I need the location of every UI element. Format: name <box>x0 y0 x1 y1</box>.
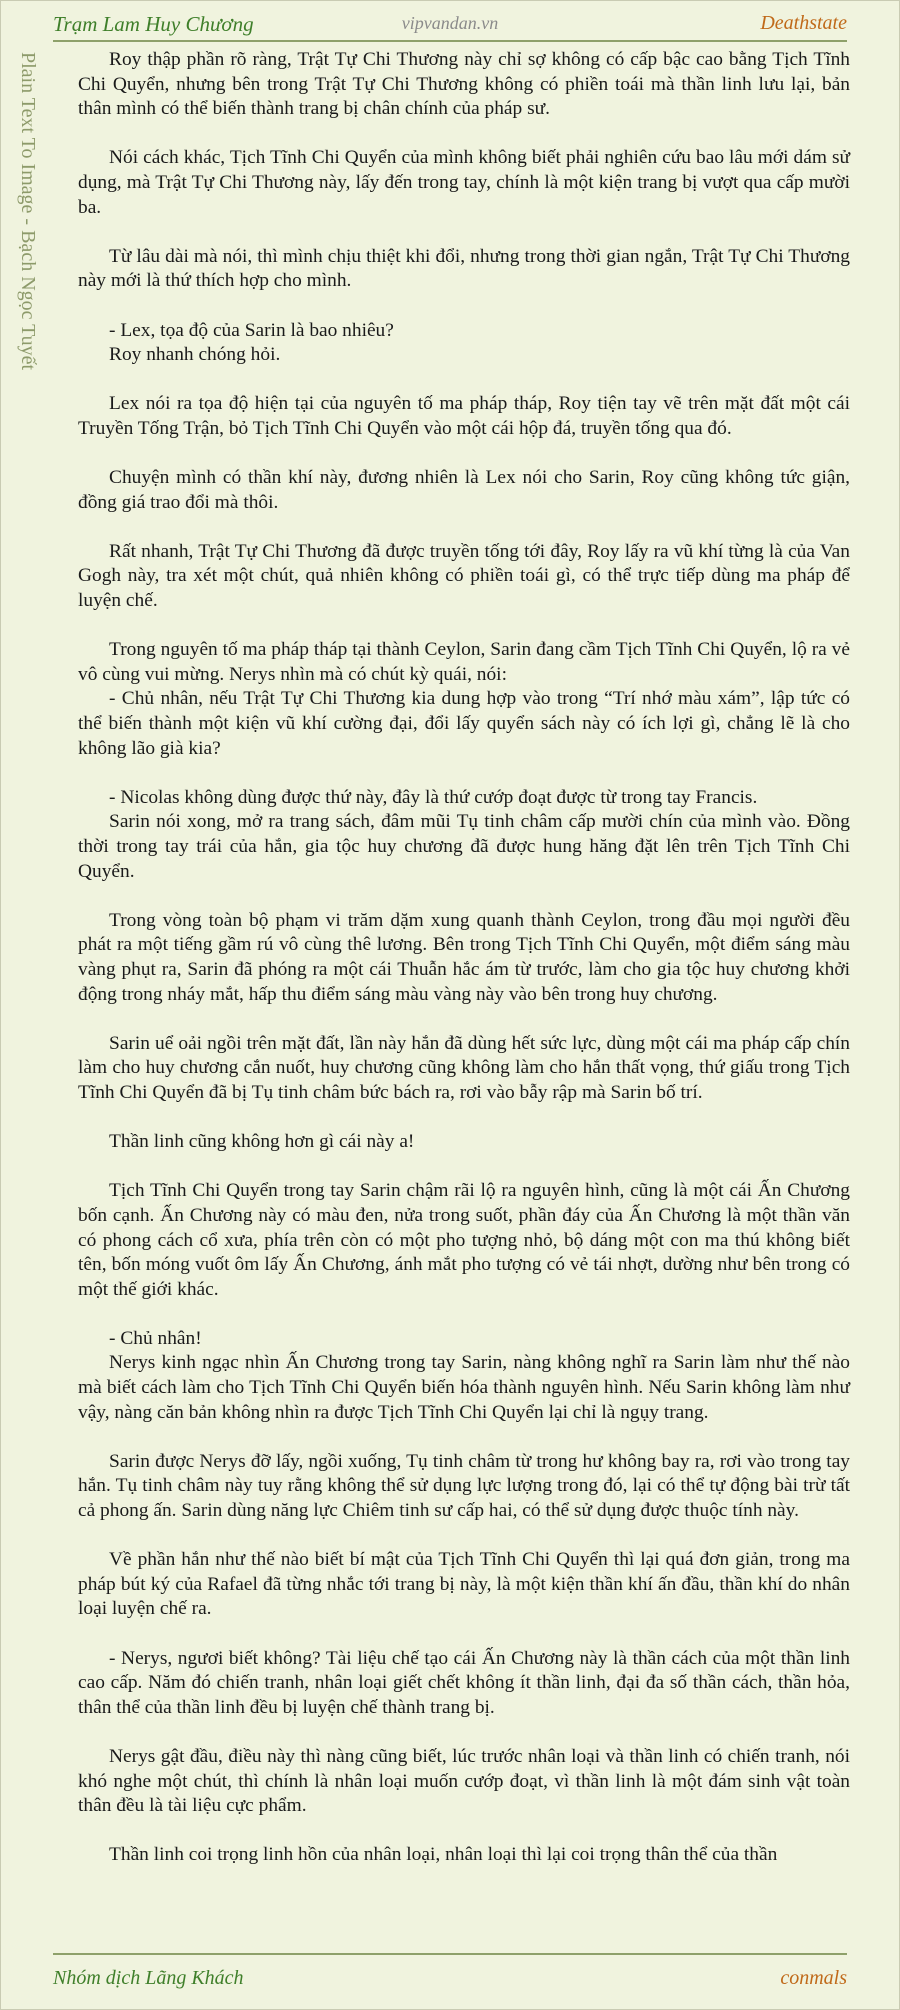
paragraph: Nerys gật đầu, điều này thì nàng cũng biết, lúc trước nhân loại và thần linh có chiến tranh, nói khó nghe một chút, thì chính là nhân loại muốn cướp đoạt, vì thần linh là một đám sinh vật toàn thân đều là tài liệu cực phẩm. <box>78 1745 850 1817</box>
paragraph: Về phần hắn như thế nào biết bí mật của Tịch Tĩnh Chi Quyển thì lại quá đơn giản, trong ma pháp bút ký của Rafael đã từng nhắc tới trang bị này, là một kiện thần khí ấn đầu, thần khí do nhân loại luyện chế ra. <box>78 1549 850 1620</box>
paragraph: Rất nhanh, Trật Tự Chi Thương đã được truyền tống tới đây, Roy lấy ra vũ khí từng là của Van Gogh này, tra xét một chút, quả nhiên không có phiền toái gì, có thể trực tiếp dùng ma pháp để luyện chế. <box>78 540 850 612</box>
header-translator-title: Trạm Lam Huy Chương <box>53 12 254 36</box>
paragraph: Từ lâu dài mà nói, thì mình chịu thiệt khi đổi, nhưng trong thời gian ngắn, Trật Tự Chi Thương này mới là thứ thích hợp cho mình. <box>78 245 850 292</box>
header-author: Deathstate <box>760 12 847 34</box>
dialogue-line: - Lex, tọa độ của Sarin là bao nhiêu? <box>109 319 394 341</box>
paragraph: Roy nhanh chóng hỏi. <box>109 344 281 366</box>
dialogue-line: - Nerys, ngươi biết không? Tài liệu chế tạo cái Ấn Chương này là thần cách của một thần linh cao cấp. Năm đó chiến tranh, nhân loại giết chết không ít thần linh, đại đa số thần cách, thần hỏa, thân thể của thần linh đều bị luyện chế thành trang bị. <box>78 1647 850 1718</box>
paragraph: Trong vòng toàn bộ phạm vi trăm dặm xung quanh thành Ceylon, trong đầu mọi người đều phát ra một tiếng gầm rú vô cùng thê lương. Bên trong Tịch Tĩnh Chi Quyển, một điểm sáng màu vàng phụt ra, Sarin đã phóng ra một cái Thuẫn hắc ám từ trước, làm cho gia tộc huy chương khởi động trong nháy mắt, hấp thu điểm sáng màu vàng này vào bên trong huy chương. <box>78 909 850 1005</box>
paragraph: Nerys kinh ngạc nhìn Ấn Chương trong tay Sarin, nàng không nghĩ ra Sarin làm như thế nào mà biết cách làm cho Tịch Tĩnh Chi Quyển biến hóa thành nguyên hình. Nếu Sarin không làm như vậy, nàng căn bản không nhìn ra được Tịch Tĩnh Chi Quyển lại chỉ là ngụy trang. <box>78 1352 850 1423</box>
dialogue-line: - Chủ nhân! <box>109 1327 202 1349</box>
paragraph: Sarin uể oải ngồi trên mặt đất, lần này hắn đã dùng hết sức lực, dùng một cái ma pháp cấp chín làm cho huy chương cắn nuốt, huy chương cũng không làm cho hắn thất vọng, thứ giấu trong Tịch Tĩnh Chi Quyển đã bị Tụ tinh châm bức bách ra, rơi vào bẫy rập mà Sarin bố trí. <box>78 1032 850 1103</box>
page-footer <box>53 1953 847 1995</box>
dialogue-line: - Chủ nhân, nếu Trật Tự Chi Thương kia dung hợp vào trong “Trí nhớ màu xám”, lập tức có thể biến thành một kiện vũ khí cường đại, đổi lấy quyển sách này có ích lợi gì, chẳng lẽ là cho không lão già kia? <box>78 688 850 759</box>
paragraph: Sarin được Nerys đỡ lấy, ngồi xuống, Tụ tinh châm từ trong hư không bay ra, rơi vào trong tay hắn. Tụ tinh châm này tuy rằng không thể sử dụng lực lượng trong đó, lại có thể tự động bài trừ tất cả phong ấn. Sarin dùng năng lực Chiêm tinh sư cấp hai, có thể sử dụng được thuộc tính này. <box>78 1450 850 1522</box>
chapter-text <box>78 48 850 1868</box>
header-site-name: vipvandan.vn <box>401 13 499 33</box>
paragraph: Roy thập phần rõ ràng, Trật Tự Chi Thương này chỉ sợ không có cấp bậc cao bằng Tịch Tĩnh Chi Quyển, nhưng bên trong Trật Tự Chi Thương không có phiền toái mà thần linh lưu lại, bản thân mình có thể biến thành trang bị chân chính của pháp sư. <box>78 49 850 120</box>
footer-uploader: conmals <box>780 1967 847 1989</box>
paragraph: Tịch Tĩnh Chi Quyển trong tay Sarin chậm rãi lộ ra nguyên hình, cũng là một cái Ấn Chương bốn cạnh. Ấn Chương này có màu đen, nửa trong suốt, phần đáy của Ấn Chương là một thần văn có phong cách cổ xưa, phía trên còn có một pho tượng nhỏ, bộ dáng một con ma thú không biết tên, bốn móng vuốt ôm lấy Ấn Chương, ánh mắt pho tượng có vẻ tái nhợt, dường như bên trong có một thế giới khác. <box>78 1180 850 1300</box>
paragraph: Nói cách khác, Tịch Tĩnh Chi Quyển của mình không biết phải nghiên cứu bao lâu mới dám sử dụng, mà Trật Tự Chi Thương này, lấy đến trong tay, chính là một kiện trang bị vượt qua cấp mười ba. <box>78 147 850 218</box>
paragraph: Sarin nói xong, mở ra trang sách, đâm mũi Tụ tinh châm cấp mười chín của mình vào. Đồng thời trong tay trái của hắn, gia tộc huy chương đã được hung hăng đặt lên trên Tịch Tĩnh Chi Quyển. <box>78 811 850 882</box>
paragraph: Trong nguyên tố ma pháp tháp tại thành Ceylon, Sarin đang cầm Tịch Tĩnh Chi Quyển, lộ ra vẻ vô cùng vui mừng. Nerys nhìn mà có chút kỳ quái, nói: <box>78 639 850 685</box>
paragraph: Lex nói ra tọa độ hiện tại của nguyên tố ma pháp tháp, Roy tiện tay vẽ trên mặt đất một cái Truyền Tống Trận, bỏ Tịch Tĩnh Chi Quyển vào một cái hộp đá, truyền tống qua đó. <box>78 393 850 439</box>
footer-translation-group: Nhóm dịch Lãng Khách <box>53 1967 244 1989</box>
side-watermark-label: Plain Text To Image - Bạch Ngọc Tuyết <box>17 52 39 371</box>
dialogue-line: - Nicolas không dùng được thứ này, đây là thứ cướp đoạt được từ trong tay Francis. <box>109 786 758 808</box>
paragraph: Thần linh coi trọng linh hồn của nhân loại, nhân loại thì lại coi trọng thân thể của thần <box>109 1844 778 1866</box>
paragraph: Chuyện mình có thần khí này, đương nhiên là Lex nói cho Sarin, Roy cũng không tức giận, đồng giá trao đổi mà thôi. <box>78 467 850 513</box>
page-header <box>53 8 847 42</box>
paragraph: Thần linh cũng không hơn gì cái này a! <box>109 1131 415 1153</box>
